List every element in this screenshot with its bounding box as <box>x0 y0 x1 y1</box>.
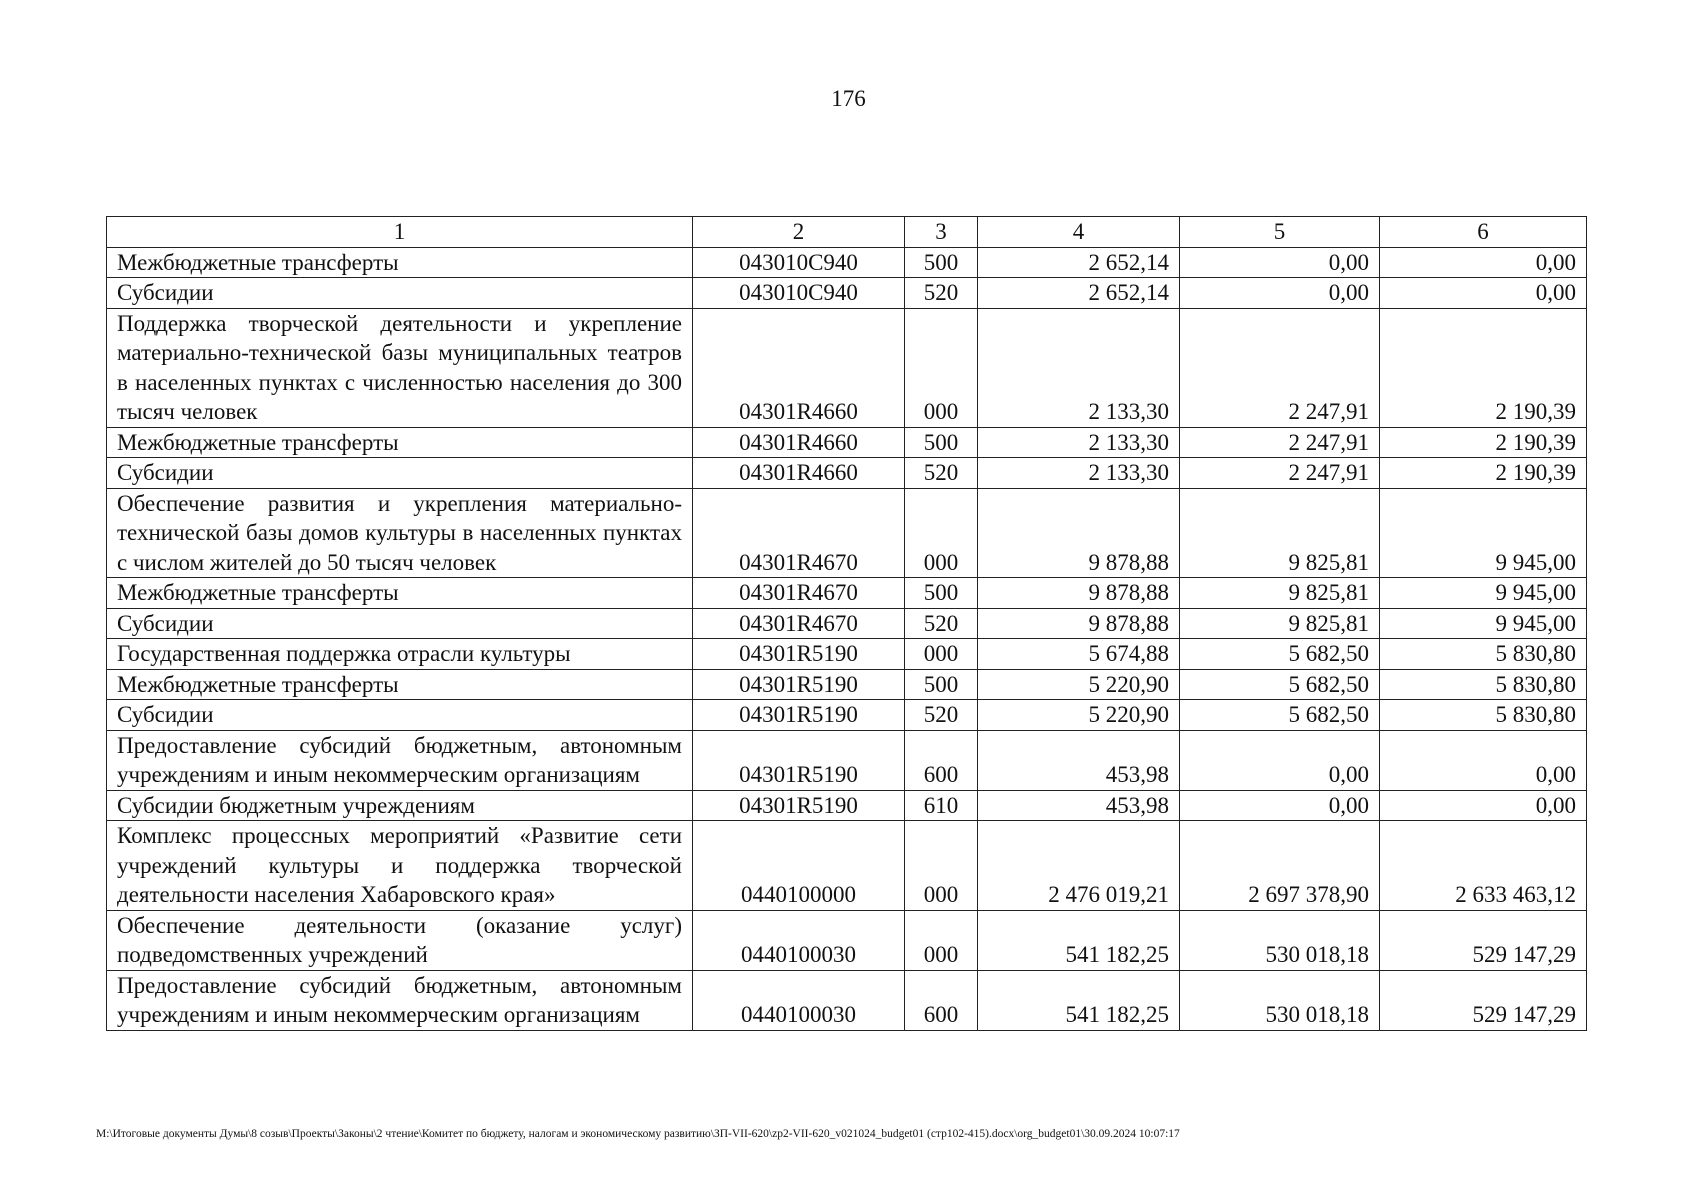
table-row <box>107 730 1587 790</box>
column-header: 4 <box>978 217 1180 248</box>
table-row <box>107 700 1587 731</box>
row-value-2025-cell: 2 247,91 <box>1180 308 1380 427</box>
row-value-2026-cell: 5 830,80 <box>1380 700 1587 731</box>
row-name-cell: Субсидии <box>107 458 693 489</box>
row-value-2025-cell: 0,00 <box>1180 730 1380 790</box>
row-code-cell: 04301R5190 <box>693 700 905 731</box>
row-value-2025-cell: 5 682,50 <box>1180 669 1380 700</box>
row-kvr-cell: 000 <box>905 308 978 427</box>
table-row <box>107 488 1587 578</box>
row-value-2024-cell: 2 476 019,21 <box>978 821 1180 911</box>
row-code-cell: 0440100030 <box>693 910 905 970</box>
table-row <box>107 247 1587 278</box>
row-value-2025-cell: 2 247,91 <box>1180 427 1380 458</box>
row-name-cell: Субсидии <box>107 700 693 731</box>
row-value-2024-cell: 5 220,90 <box>978 669 1180 700</box>
row-value-2026-cell: 0,00 <box>1380 730 1587 790</box>
row-kvr-cell: 520 <box>905 700 978 731</box>
row-kvr-cell: 600 <box>905 970 978 1030</box>
row-value-2025-cell: 9 825,81 <box>1180 488 1380 578</box>
table-row <box>107 639 1587 670</box>
row-kvr-cell: 000 <box>905 821 978 911</box>
row-value-2026-cell: 2 190,39 <box>1380 308 1587 427</box>
row-value-2026-cell: 2 633 463,12 <box>1380 821 1587 911</box>
row-value-2024-cell: 453,98 <box>978 730 1180 790</box>
row-value-2024-cell: 453,98 <box>978 790 1180 821</box>
row-kvr-cell: 500 <box>905 669 978 700</box>
row-code-cell: 04301R4670 <box>693 608 905 639</box>
column-header: 5 <box>1180 217 1380 248</box>
row-kvr-cell: 610 <box>905 790 978 821</box>
column-header: 1 <box>107 217 693 248</box>
row-value-2024-cell: 9 878,88 <box>978 578 1180 609</box>
row-value-2026-cell: 0,00 <box>1380 278 1587 309</box>
table-row <box>107 821 1587 911</box>
table-row <box>107 669 1587 700</box>
row-name-cell: Поддержка творческой деятельности и укрепление материально-технической базы муниципальных театров в населенных пунктах с численностью населения до 300 тысяч человек <box>107 308 693 427</box>
row-kvr-cell: 000 <box>905 639 978 670</box>
row-value-2026-cell: 5 830,80 <box>1380 669 1587 700</box>
table-row <box>107 458 1587 489</box>
row-value-2024-cell: 5 674,88 <box>978 639 1180 670</box>
row-name-cell: Субсидии бюджетным учреждениям <box>107 790 693 821</box>
row-value-2026-cell: 2 190,39 <box>1380 458 1587 489</box>
row-value-2024-cell: 5 220,90 <box>978 700 1180 731</box>
row-value-2026-cell: 0,00 <box>1380 790 1587 821</box>
row-name-cell: Обеспечение развития и укрепления материально-технической базы домов культуры в населенных пунктах с числом жителей до 50 тысяч человек <box>107 488 693 578</box>
row-code-cell: 04301R4670 <box>693 488 905 578</box>
row-code-cell: 0440100000 <box>693 821 905 911</box>
budget-table <box>106 216 1587 1031</box>
row-name-cell: Субсидии <box>107 278 693 309</box>
row-value-2025-cell: 5 682,50 <box>1180 639 1380 670</box>
row-code-cell: 04301R4670 <box>693 578 905 609</box>
row-kvr-cell: 500 <box>905 247 978 278</box>
row-value-2025-cell: 9 825,81 <box>1180 608 1380 639</box>
row-name-cell: Предоставление субсидий бюджетным, автономным учреждениям и иным некоммерческим организациям <box>107 730 693 790</box>
row-name-cell: Межбюджетные трансферты <box>107 669 693 700</box>
row-value-2025-cell: 0,00 <box>1180 790 1380 821</box>
row-value-2024-cell: 541 182,25 <box>978 970 1180 1030</box>
row-kvr-cell: 520 <box>905 458 978 489</box>
row-value-2025-cell: 0,00 <box>1180 247 1380 278</box>
row-value-2026-cell: 9 945,00 <box>1380 578 1587 609</box>
table-header-row <box>107 217 1587 248</box>
row-value-2024-cell: 9 878,88 <box>978 488 1180 578</box>
row-value-2026-cell: 0,00 <box>1380 247 1587 278</box>
row-kvr-cell: 500 <box>905 578 978 609</box>
table-row <box>107 970 1587 1030</box>
row-name-cell: Обеспечение деятельности (оказание услуг) подведомственных учреждений <box>107 910 693 970</box>
row-value-2026-cell: 529 147,29 <box>1380 910 1587 970</box>
row-code-cell: 04301R5190 <box>693 790 905 821</box>
page-number: 176 <box>831 86 866 111</box>
row-value-2026-cell: 2 190,39 <box>1380 427 1587 458</box>
row-value-2026-cell: 9 945,00 <box>1380 608 1587 639</box>
row-name-cell: Государственная поддержка отрасли культуры <box>107 639 693 670</box>
row-value-2024-cell: 2 133,30 <box>978 308 1180 427</box>
file-path-footer: M:\Итоговые документы Думы\8 созыв\Проекты\Законы\2 чтение\Комитет по бюджету, налогам и экономическому развитию\ЗП-VII-620\zp2-VII-620_v021024_budget01 (стр102-415).docx\org_budget01\30.09.2024 10:07:17 <box>96 1128 1180 1140</box>
row-kvr-cell: 000 <box>905 488 978 578</box>
row-value-2024-cell: 2 652,14 <box>978 278 1180 309</box>
row-value-2025-cell: 2 247,91 <box>1180 458 1380 489</box>
row-value-2025-cell: 2 697 378,90 <box>1180 821 1380 911</box>
row-kvr-cell: 520 <box>905 608 978 639</box>
row-value-2026-cell: 9 945,00 <box>1380 488 1587 578</box>
row-code-cell: 04301R5190 <box>693 730 905 790</box>
row-value-2024-cell: 541 182,25 <box>978 910 1180 970</box>
row-value-2024-cell: 2 652,14 <box>978 247 1180 278</box>
table-row <box>107 278 1587 309</box>
row-kvr-cell: 600 <box>905 730 978 790</box>
row-code-cell: 04301R4660 <box>693 458 905 489</box>
row-value-2024-cell: 2 133,30 <box>978 458 1180 489</box>
row-name-cell: Межбюджетные трансферты <box>107 247 693 278</box>
table-row <box>107 578 1587 609</box>
row-value-2024-cell: 9 878,88 <box>978 608 1180 639</box>
row-name-cell: Межбюджетные трансферты <box>107 427 693 458</box>
row-value-2024-cell: 2 133,30 <box>978 427 1180 458</box>
row-code-cell: 04301R5190 <box>693 669 905 700</box>
table-row <box>107 608 1587 639</box>
table-row <box>107 308 1587 427</box>
row-kvr-cell: 520 <box>905 278 978 309</box>
row-code-cell: 043010С940 <box>693 278 905 309</box>
row-code-cell: 04301R5190 <box>693 639 905 670</box>
row-value-2025-cell: 0,00 <box>1180 278 1380 309</box>
column-header: 2 <box>693 217 905 248</box>
row-name-cell: Комплекс процессных мероприятий «Развитие сети учреждений культуры и поддержка творческой деятельности населения Хабаровского края» <box>107 821 693 911</box>
row-value-2026-cell: 5 830,80 <box>1380 639 1587 670</box>
column-header: 6 <box>1380 217 1587 248</box>
table-row <box>107 790 1587 821</box>
row-name-cell: Предоставление субсидий бюджетным, автономным учреждениям и иным некоммерческим организациям <box>107 970 693 1030</box>
row-value-2026-cell: 529 147,29 <box>1380 970 1587 1030</box>
row-value-2025-cell: 9 825,81 <box>1180 578 1380 609</box>
row-name-cell: Субсидии <box>107 608 693 639</box>
row-kvr-cell: 000 <box>905 910 978 970</box>
row-code-cell: 0440100030 <box>693 970 905 1030</box>
row-value-2025-cell: 5 682,50 <box>1180 700 1380 731</box>
table-row <box>107 910 1587 970</box>
row-value-2025-cell: 530 018,18 <box>1180 970 1380 1030</box>
table-row <box>107 427 1587 458</box>
row-name-cell: Межбюджетные трансферты <box>107 578 693 609</box>
row-code-cell: 04301R4660 <box>693 308 905 427</box>
table-body <box>107 247 1587 1030</box>
row-value-2025-cell: 530 018,18 <box>1180 910 1380 970</box>
column-header: 3 <box>905 217 978 248</box>
row-kvr-cell: 500 <box>905 427 978 458</box>
row-code-cell: 04301R4660 <box>693 427 905 458</box>
row-code-cell: 043010С940 <box>693 247 905 278</box>
